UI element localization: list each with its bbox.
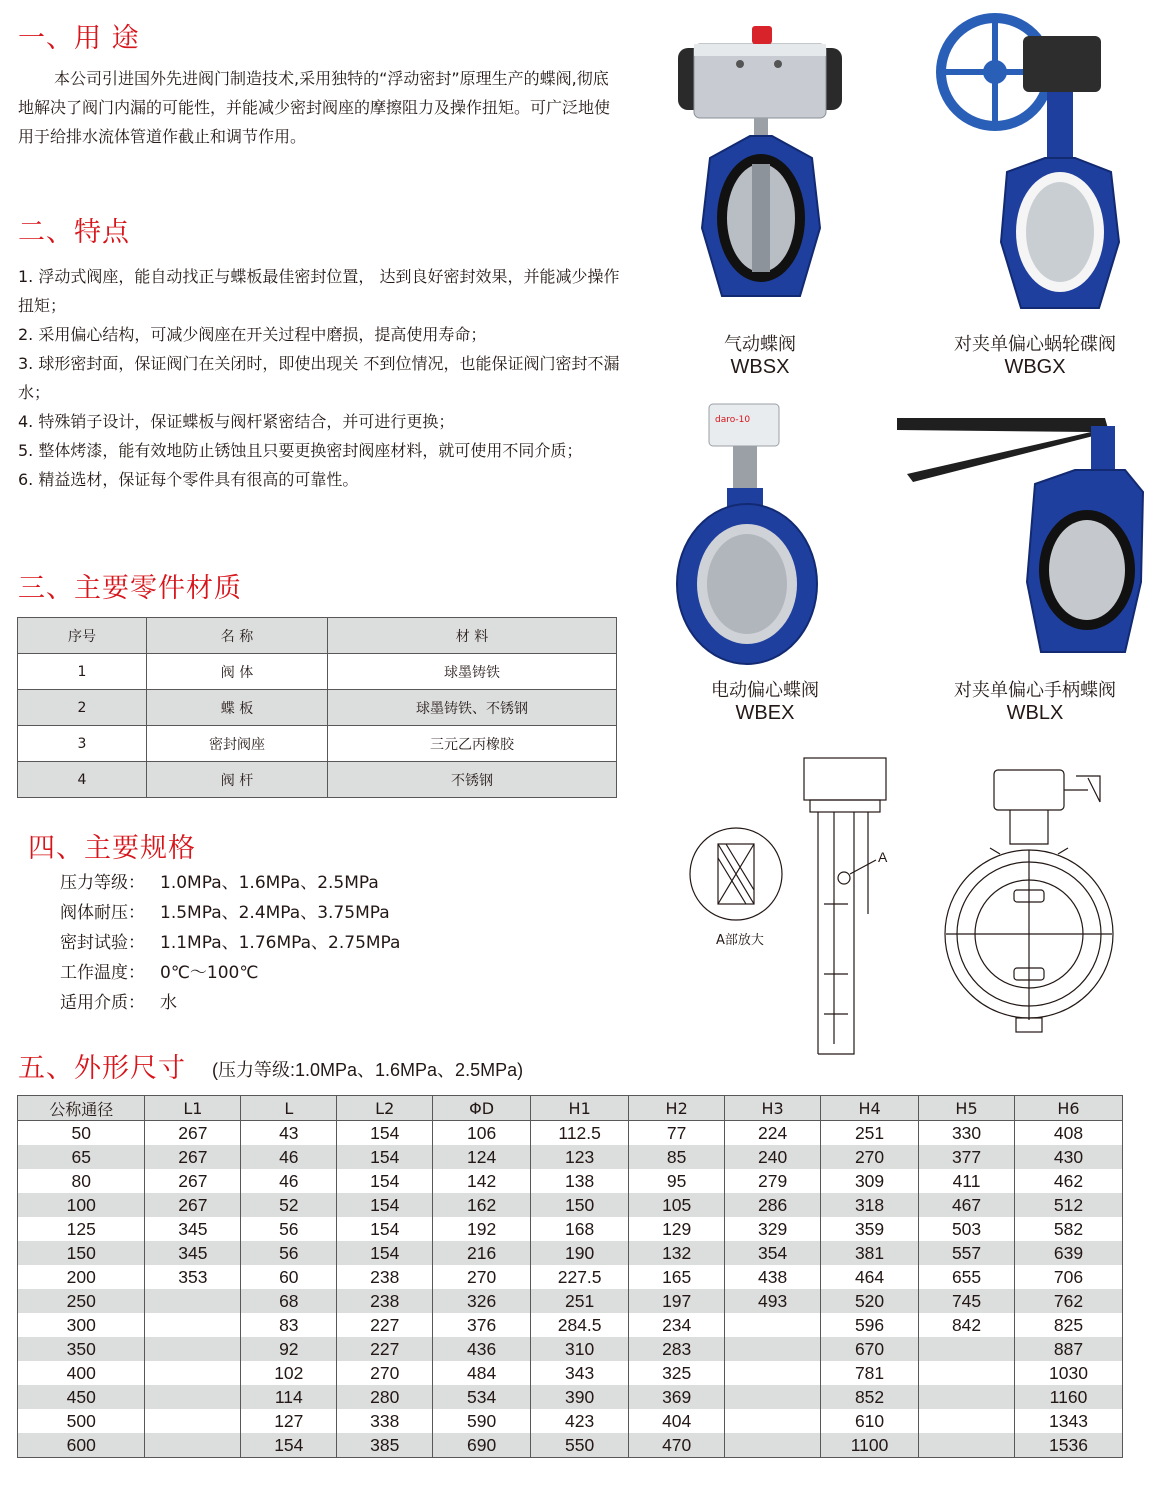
feature-item: 5. 整体烤漆，能有效地防止锈蚀且只要更换密封阀座材料，就可使用不同介质； <box>18 441 583 460</box>
table-row <box>18 1433 1123 1458</box>
table-cell: 283 <box>629 1337 725 1361</box>
table-cell: 330 <box>919 1121 1015 1146</box>
table-cell: 436 <box>433 1337 531 1361</box>
table-cell <box>725 1313 821 1337</box>
product-caption-wbsx <box>660 334 860 378</box>
table-cell <box>919 1409 1015 1433</box>
feature-item: 1. 浮动式阀座，能自动找正与蝶板最佳密封位置， 达到良好密封效果，并能减少操作扭矩； <box>18 267 620 315</box>
table-cell: 423 <box>531 1409 629 1433</box>
table-cell: 77 <box>629 1121 725 1146</box>
spec-label: 密封试验： <box>60 933 145 953</box>
table-cell: 124 <box>433 1145 531 1169</box>
table-cell: 190 <box>531 1241 629 1265</box>
table-cell: 781 <box>821 1361 919 1385</box>
table-cell <box>145 1313 241 1337</box>
table-cell: 325 <box>629 1361 725 1385</box>
table-cell: 470 <box>629 1433 725 1458</box>
gear-valve-image <box>935 12 1145 322</box>
table-cell: 745 <box>919 1289 1015 1313</box>
table-cell: 887 <box>1015 1337 1123 1361</box>
table-cell: 46 <box>241 1145 337 1169</box>
table-row <box>18 1361 1123 1385</box>
table-cell: 132 <box>629 1241 725 1265</box>
table-cell: 150 <box>18 1241 145 1265</box>
col-header: L2 <box>337 1096 433 1121</box>
table-cell: 阀 体 <box>147 654 328 690</box>
table-cell: 85 <box>629 1145 725 1169</box>
table-cell: 不锈钢 <box>328 762 617 798</box>
table-cell: 655 <box>919 1265 1015 1289</box>
table-cell: 129 <box>629 1217 725 1241</box>
col-header: L1 <box>145 1096 241 1121</box>
table-cell: 639 <box>1015 1241 1123 1265</box>
spec-label: 适用介质： <box>60 993 145 1013</box>
table-cell: 534 <box>433 1385 531 1409</box>
spec-value: 0℃～100℃ <box>160 963 259 983</box>
table-cell: 300 <box>18 1313 145 1337</box>
table-cell: 密封阀座 <box>147 726 328 762</box>
table-cell: 1 <box>18 654 147 690</box>
table-cell: 125 <box>18 1217 145 1241</box>
table-cell: 251 <box>821 1121 919 1146</box>
table-cell <box>145 1289 241 1313</box>
section3-title: 三、主要零件材质 <box>18 573 242 604</box>
table-header-row <box>18 618 617 654</box>
table-cell: 610 <box>821 1409 919 1433</box>
table-cell: 842 <box>919 1313 1015 1337</box>
table-cell: 60 <box>241 1265 337 1289</box>
table-cell: 3 <box>18 726 147 762</box>
section5-subtitle: (压力等级:1.0MPa、1.6MPa、2.5MPa) <box>212 1060 524 1080</box>
table-cell <box>919 1385 1015 1409</box>
table-cell: 4 <box>18 762 147 798</box>
table-cell <box>919 1337 1015 1361</box>
table-cell: 377 <box>919 1145 1015 1169</box>
table-cell: 50 <box>18 1121 145 1146</box>
table-cell <box>725 1361 821 1385</box>
table-cell: 65 <box>18 1145 145 1169</box>
table-cell: 154 <box>337 1169 433 1193</box>
table-cell: 112.5 <box>531 1121 629 1146</box>
product-name: 对夹单偏心蜗轮碟阀 <box>954 334 1116 355</box>
table-cell: 102 <box>241 1361 337 1385</box>
table-cell: 球墨铸铁、不锈钢 <box>328 690 617 726</box>
table-cell: 600 <box>18 1433 145 1458</box>
product-caption-wbex <box>660 680 870 724</box>
table-cell: 582 <box>1015 1217 1123 1241</box>
col-header: H2 <box>629 1096 725 1121</box>
table-cell: 154 <box>337 1121 433 1146</box>
spec-label: 工作温度： <box>60 963 145 983</box>
table-cell: 467 <box>919 1193 1015 1217</box>
electric-valve-image <box>675 398 850 678</box>
table-row <box>18 1385 1123 1409</box>
table-cell: 224 <box>725 1121 821 1146</box>
col-header: 公称通径 <box>18 1096 145 1121</box>
col-header: H3 <box>725 1096 821 1121</box>
table-cell: 438 <box>725 1265 821 1289</box>
table-cell: 309 <box>821 1169 919 1193</box>
table-cell: 92 <box>241 1337 337 1361</box>
table-cell <box>919 1361 1015 1385</box>
table-cell: 154 <box>241 1433 337 1458</box>
table-cell: 338 <box>337 1409 433 1433</box>
table-cell: 369 <box>629 1385 725 1409</box>
spec-label: 压力等级： <box>60 873 145 893</box>
table-cell: 350 <box>18 1337 145 1361</box>
table-cell <box>145 1385 241 1409</box>
table-row <box>18 1265 1123 1289</box>
features-list <box>18 262 620 494</box>
table-cell: 83 <box>241 1313 337 1337</box>
spec-row <box>60 928 400 958</box>
table-row <box>18 1409 1123 1433</box>
table-cell: 345 <box>145 1217 241 1241</box>
col-header: H4 <box>821 1096 919 1121</box>
table-cell: 68 <box>241 1289 337 1313</box>
detail-label: A部放大 <box>716 933 764 948</box>
table-row <box>18 654 617 690</box>
table-cell: 127 <box>241 1409 337 1433</box>
table-cell: 114 <box>241 1385 337 1409</box>
product-name: 电动偏心蝶阀 <box>711 680 819 701</box>
table-cell: 165 <box>629 1265 725 1289</box>
table-cell: 284.5 <box>531 1313 629 1337</box>
table-cell: 267 <box>145 1145 241 1169</box>
table-row <box>18 1169 1123 1193</box>
table-cell: 670 <box>821 1337 919 1361</box>
table-cell: 353 <box>145 1265 241 1289</box>
table-cell: 105 <box>629 1193 725 1217</box>
section-drawing <box>688 754 908 1064</box>
table-row <box>18 1241 1123 1265</box>
table-cell: 450 <box>18 1385 145 1409</box>
table-cell: 球墨铸铁 <box>328 654 617 690</box>
table-cell: 310 <box>531 1337 629 1361</box>
product-caption-wbgx <box>930 334 1140 378</box>
table-cell: 106 <box>433 1121 531 1146</box>
table-cell: 234 <box>629 1313 725 1337</box>
table-cell: 270 <box>821 1145 919 1169</box>
table-cell: 411 <box>919 1169 1015 1193</box>
section-label-a: A <box>878 849 888 865</box>
col-header: H6 <box>1015 1096 1123 1121</box>
table-cell: 550 <box>531 1433 629 1458</box>
feature-item: 4. 特殊销子设计，保证蝶板与阀杆紧密结合，并可进行更换； <box>18 412 455 431</box>
table-cell: 270 <box>337 1361 433 1385</box>
spec-row <box>60 958 400 988</box>
table-cell: 251 <box>531 1289 629 1313</box>
table-cell: 蝶 板 <box>147 690 328 726</box>
section4-title: 四、主要规格 <box>28 833 196 864</box>
table-cell: 227 <box>337 1337 433 1361</box>
table-cell: 46 <box>241 1169 337 1193</box>
spec-row <box>60 868 400 898</box>
table-row <box>18 1217 1123 1241</box>
handle-valve-image <box>895 412 1145 672</box>
table-cell: 267 <box>145 1193 241 1217</box>
col-header: ΦD <box>433 1096 531 1121</box>
table-cell: 150 <box>531 1193 629 1217</box>
table-cell: 270 <box>433 1265 531 1289</box>
table-cell: 280 <box>337 1385 433 1409</box>
table-cell: 493 <box>725 1289 821 1313</box>
table-cell: 95 <box>629 1169 725 1193</box>
table-cell: 142 <box>433 1169 531 1193</box>
table-cell: 56 <box>241 1241 337 1265</box>
specs-list <box>60 868 400 1018</box>
table-cell: 590 <box>433 1409 531 1433</box>
table-cell: 1536 <box>1015 1433 1123 1458</box>
table-cell: 80 <box>18 1169 145 1193</box>
table-cell: 825 <box>1015 1313 1123 1337</box>
table-cell: 168 <box>531 1217 629 1241</box>
table-cell: 154 <box>337 1145 433 1169</box>
pneumatic-valve-image <box>670 18 870 318</box>
table-cell: 123 <box>531 1145 629 1169</box>
table-cell: 706 <box>1015 1265 1123 1289</box>
table-cell: 138 <box>531 1169 629 1193</box>
spec-label: 阀体耐压： <box>60 903 145 923</box>
table-cell: 762 <box>1015 1289 1123 1313</box>
table-cell: 192 <box>433 1217 531 1241</box>
table-row <box>18 1145 1123 1169</box>
col-header: 序号 <box>18 618 147 654</box>
col-header: H5 <box>919 1096 1015 1121</box>
table-cell: 462 <box>1015 1169 1123 1193</box>
table-row <box>18 1193 1123 1217</box>
spec-row <box>60 988 400 1018</box>
col-header: H1 <box>531 1096 629 1121</box>
table-row <box>18 726 617 762</box>
section5-title: 五、外形尺寸 <box>18 1053 186 1084</box>
table-row <box>18 1337 1123 1361</box>
table-row <box>18 1313 1123 1337</box>
table-cell: 520 <box>821 1289 919 1313</box>
table-row <box>18 762 617 798</box>
table-cell <box>725 1433 821 1458</box>
feature-item: 3. 球形密封面，保证阀门在关闭时，即使出现关 不到位情况，也能保证阀门密封不漏水； <box>18 354 620 402</box>
table-cell: 557 <box>919 1241 1015 1265</box>
product-model: WBEX <box>735 702 795 724</box>
table-cell: 385 <box>337 1433 433 1458</box>
spec-value: 1.5MPa、2.4MPa、3.75MPa <box>160 903 390 923</box>
table-cell: 286 <box>725 1193 821 1217</box>
section2-title: 二、特点 <box>18 217 130 248</box>
table-cell: 43 <box>241 1121 337 1146</box>
table-cell: 376 <box>433 1313 531 1337</box>
feature-item: 2. 采用偏心结构，可减少阀座在开关过程中磨损，提高使用寿命； <box>18 325 487 344</box>
spec-value: 1.0MPa、1.6MPa、2.5MPa <box>160 873 379 893</box>
table-cell: 250 <box>18 1289 145 1313</box>
table-cell: 512 <box>1015 1193 1123 1217</box>
table-cell <box>145 1409 241 1433</box>
table-cell: 408 <box>1015 1121 1123 1146</box>
dimensions-table <box>17 1095 1123 1458</box>
table-cell: 154 <box>337 1217 433 1241</box>
table-cell: 329 <box>725 1217 821 1241</box>
product-model: WBSX <box>730 356 790 378</box>
materials-table <box>17 617 617 798</box>
feature-item: 6. 精益选材，保证每个零件具有很高的可靠性。 <box>18 470 359 489</box>
table-cell: 326 <box>433 1289 531 1313</box>
table-cell: 267 <box>145 1121 241 1146</box>
table-cell <box>725 1409 821 1433</box>
table-cell: 240 <box>725 1145 821 1169</box>
table-cell: 1160 <box>1015 1385 1123 1409</box>
table-cell: 690 <box>433 1433 531 1458</box>
table-cell: 318 <box>821 1193 919 1217</box>
table-cell: 阀 杆 <box>147 762 328 798</box>
table-cell: 100 <box>18 1193 145 1217</box>
product-name: 气动蝶阀 <box>724 334 796 355</box>
table-cell: 381 <box>821 1241 919 1265</box>
col-header: 名 称 <box>147 618 328 654</box>
table-cell <box>145 1361 241 1385</box>
section1-text: 本公司引进国外先进阀门制造技术,采用独特的“浮动密封”原理生产的蝶阀,彻底地解决了阀门内漏的可能性，并能减少密封阀座的摩擦阻力及操作扭矩。可广泛地使用于给排水流体管道作截止和调节作用。 <box>18 69 611 146</box>
product-model: WBGX <box>1004 356 1066 378</box>
table-cell <box>919 1433 1015 1458</box>
table-cell: 227.5 <box>531 1265 629 1289</box>
col-header: L <box>241 1096 337 1121</box>
table-cell: 238 <box>337 1265 433 1289</box>
table-cell: 1343 <box>1015 1409 1123 1433</box>
table-row <box>18 690 617 726</box>
table-cell: 267 <box>145 1169 241 1193</box>
table-cell: 52 <box>241 1193 337 1217</box>
table-cell: 227 <box>337 1313 433 1337</box>
table-cell: 400 <box>18 1361 145 1385</box>
table-cell <box>725 1385 821 1409</box>
table-cell: 404 <box>629 1409 725 1433</box>
table-cell: 359 <box>821 1217 919 1241</box>
table-cell: 503 <box>919 1217 1015 1241</box>
table-cell: 852 <box>821 1385 919 1409</box>
table-cell: 430 <box>1015 1145 1123 1169</box>
table-cell <box>145 1337 241 1361</box>
product-model: WBLX <box>1006 702 1064 724</box>
table-cell: 390 <box>531 1385 629 1409</box>
section1-title: 一、用 途 <box>18 23 140 54</box>
table-cell: 1030 <box>1015 1361 1123 1385</box>
table-cell: 三元乙丙橡胶 <box>328 726 617 762</box>
table-cell: 596 <box>821 1313 919 1337</box>
actuator-tag: daro-10 <box>715 415 751 425</box>
table-cell: 345 <box>145 1241 241 1265</box>
spec-value: 水 <box>160 993 177 1013</box>
table-cell: 216 <box>433 1241 531 1265</box>
table-cell: 154 <box>337 1193 433 1217</box>
col-header: 材 料 <box>328 618 617 654</box>
table-cell <box>725 1337 821 1361</box>
table-row <box>18 1289 1123 1313</box>
table-cell: 464 <box>821 1265 919 1289</box>
table-cell: 354 <box>725 1241 821 1265</box>
table-cell: 500 <box>18 1409 145 1433</box>
front-drawing <box>940 764 1130 1044</box>
table-cell: 197 <box>629 1289 725 1313</box>
table-row <box>18 1121 1123 1146</box>
table-cell: 1100 <box>821 1433 919 1458</box>
table-cell: 343 <box>531 1361 629 1385</box>
spec-row <box>60 898 400 928</box>
table-cell: 154 <box>337 1241 433 1265</box>
table-cell: 2 <box>18 690 147 726</box>
table-cell: 200 <box>18 1265 145 1289</box>
product-caption-wblx <box>930 680 1140 724</box>
table-cell: 162 <box>433 1193 531 1217</box>
table-cell <box>145 1433 241 1458</box>
table-header-row <box>18 1096 1123 1121</box>
table-cell: 279 <box>725 1169 821 1193</box>
product-name: 对夹单偏心手柄蝶阀 <box>954 680 1116 701</box>
spec-value: 1.1MPa、1.76MPa、2.75MPa <box>160 933 401 953</box>
table-cell: 56 <box>241 1217 337 1241</box>
table-cell: 238 <box>337 1289 433 1313</box>
table-cell: 484 <box>433 1361 531 1385</box>
